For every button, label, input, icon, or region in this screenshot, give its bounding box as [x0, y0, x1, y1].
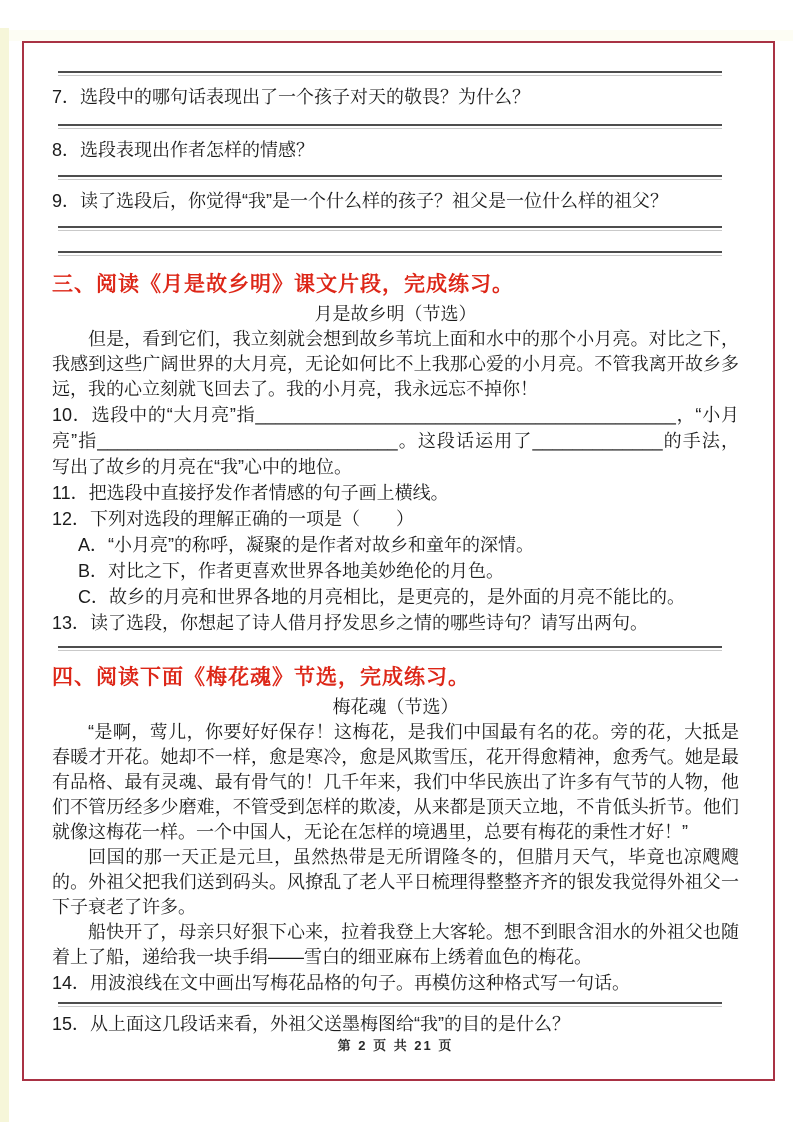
answer-line	[58, 251, 722, 256]
question-15: 15．从上面这几段话来看，外祖父送墨梅图给“我”的目的是什么？	[52, 1014, 571, 1034]
answer-line	[58, 175, 722, 180]
passage-four-paragraph-3: 船快开了，母亲只好狠下心来，拉着我登上大客轮。想不到眼含泪水的外祖父也随着上了船，递给我一块手绢——雪白的细亚麻布上绣着血色的梅花。	[52, 922, 739, 967]
section-four-heading: 四、阅读下面《梅花魂》节选，完成练习。	[52, 666, 470, 689]
page-content	[24, 43, 773, 1053]
passage-title-four: 梅花魂（节选）	[332, 697, 459, 717]
question-12-option-c: C．故乡的月亮和世界各地的月亮相比，是更亮的，是外面的月亮不能比的。	[78, 587, 685, 607]
question-10: 10．选段中的“大月亮”指__________________________________________，“小月亮”指______________________________。这段话运用了_____________的手法，写出了故乡的月亮在“我”心中的地位。	[52, 405, 739, 477]
answer-line	[58, 1002, 722, 1007]
question-9: 9．读了选段后，你觉得“我”是一个什么样的孩子？祖父是一位什么样的祖父？	[52, 191, 668, 211]
question-7: 7．选段中的哪句话表现出了一个孩子对天的敬畏？为什么？	[52, 87, 531, 107]
page-number: 第 2 页 共 21 页	[337, 1038, 454, 1053]
question-12-option-b: B．对比之下，作者更喜欢世界各地美妙绝伦的月色。	[78, 561, 505, 581]
passage-three-text: 但是，看到它们，我立刻就会想到故乡苇坑上面和水中的那个小月亮。对比之下，我感到这些广阔世界的大月亮，无论如何比不上我那心爱的小月亮。不管我离开故乡多远，我的心立刻就飞回去了。我的小月亮，我永远忘不掉你！	[52, 329, 739, 399]
question-12-option-a: A．“小月亮”的称呼，凝聚的是作者对故乡和童年的深情。	[78, 535, 534, 555]
answer-line	[58, 646, 722, 651]
question-11: 11．把选段中直接抒发作者情感的句子画上横线。	[52, 483, 449, 503]
question-14: 14．用波浪线在文中画出写梅花品格的句子。再模仿这种格式写一句话。	[52, 973, 631, 993]
scan-edge-tint-left	[0, 28, 9, 1122]
question-8: 8．选段表现出作者怎样的情感？	[52, 140, 315, 160]
section-three-heading: 三、阅读《月是故乡明》课文片段，完成练习。	[52, 273, 514, 296]
passage-four-paragraph-2: 回国的那一天正是元旦，虽然热带是无所谓隆冬的，但腊月天气，毕竟也凉飕飕的。外祖父把我们送到码头。风撩乱了老人平日梳理得整整齐齐的银发我觉得外祖父一下子衰老了许多。	[52, 847, 739, 917]
answer-line	[58, 71, 722, 76]
answer-line	[58, 226, 722, 231]
passage-title-three: 月是故乡明（节选）	[314, 304, 477, 324]
page-border-frame	[22, 41, 775, 1081]
passage-four-paragraph-1: “是啊，莺儿，你要好好保存！这梅花，是我们中国最有名的花。旁的花，大抵是春暖才开花。她却不一样，愈是寒冷，愈是风欺雪压，花开得愈精神，愈秀气。她是最有品格、最有灵魂、最有骨气的！几千年来，我们中华民族出了许多有气节的人物，他们不管历经多少磨难，不管受到怎样的欺凌，从来都是顶天立地，不肯低头折节。他们就像这梅花一样。一个中国人，无论在怎样的境遇里，总要有梅花的秉性才好！”	[52, 722, 739, 842]
scan-edge-tint-top	[9, 30, 793, 41]
question-12: 12．下列对选段的理解正确的一项是（ ）	[52, 509, 415, 529]
question-13: 13．读了选段，你想起了诗人借月抒发思乡之情的哪些诗句？请写出两句。	[52, 613, 649, 633]
answer-line	[58, 124, 722, 129]
